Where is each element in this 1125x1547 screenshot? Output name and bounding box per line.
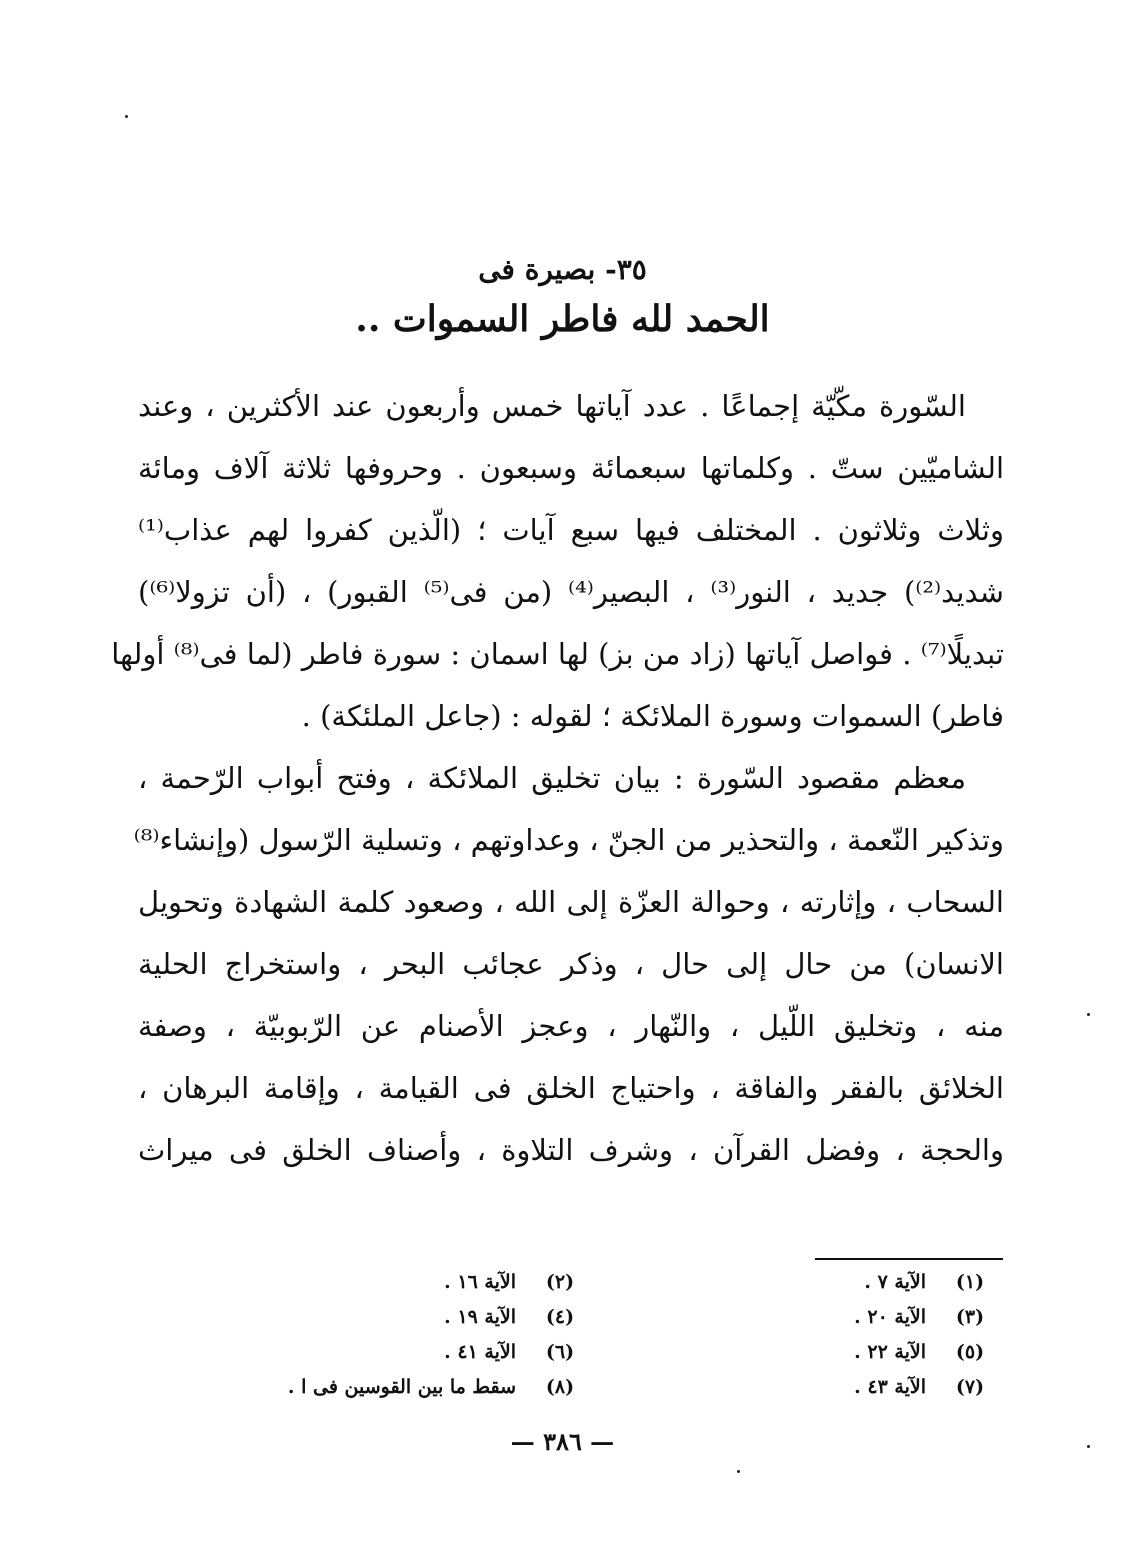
footnote-number: (١) [955,1271,985,1293]
footnotes [180,1265,1000,1405]
footnote [180,1300,590,1335]
footnote-row [180,1300,1000,1335]
footnote-text: الآية ٤١ . [444,1341,516,1363]
footnote-number: (٤) [545,1306,575,1328]
scan-speck [125,115,128,118]
body-line: الخلائق بالفقر والفاقة ، واحتياج الخلق فى القيامة ، وإقامة البرهان ، [138,1071,1004,1105]
body-line: السحاب ، وإثارته ، وحوالة العزّة إلى الله ، وصعود كلمة الشهادة وتحويل [138,885,1004,919]
body-line: تبديلًا⁽⁷⁾ . فواصل آياتها (زاد من بز) لها اسمان : سورة فاطر (لما فى⁽⁸⁾ أولها [111,637,1004,671]
footnote [180,1370,590,1405]
chapter-subject-title: الحمد لله فاطر السموات .. [355,298,770,340]
footnote-text: الآية ١٩ . [444,1306,516,1328]
body-line: والحجة ، وفضل القرآن ، وشرف التلاوة ، وأصناف الخلق فى ميراث [138,1133,1004,1167]
body-line: فاطر) السموات وسورة الملائكة ؛ لقوله : (جاعل الملئكة) . [301,699,1004,733]
scan-speck [1087,1013,1090,1016]
footnote-text: الآية ٢٠ . [854,1306,926,1328]
body-line: شديد⁽²⁾) جديد ، النور⁽³⁾ ، البصير⁽⁴⁾ (من فى⁽⁵⁾ القبور) ، (أن تزولا⁽⁶⁾) [138,575,1004,609]
footnote-text: الآية ٢٢ . [854,1341,926,1363]
footnote-number: (٧) [955,1376,985,1398]
chapter-heading [0,250,1125,346]
footnote-text: الآية ٤٣ . [854,1376,926,1398]
body-line: منه ، وتخليق اللّيل ، والنّهار ، وعجز الأصنام عن الرّبوبيّة ، وصفة [138,1009,1004,1043]
footnote-row [180,1265,1000,1300]
body-paragraphs [111,375,1004,1181]
footnote-row [180,1370,1000,1405]
footnote-text: سقط ما بين القوسين فى ا . [287,1376,516,1398]
body-line: معظم مقصود السّورة : بيان تخليق الملائكة ، وفتح أبواب الرّحمة ، [138,761,966,795]
footnote [590,1300,1000,1335]
footnote [590,1370,1000,1405]
footnote-text: الآية ١٦ . [444,1271,516,1293]
footnote [180,1335,590,1370]
body-line: وثلاث وثلاثون . المختلف فيها سبع آيات ؛ (الّذين كفروا لهم عذاب⁽¹⁾ [138,513,1004,547]
chapter-number-title: ٣٥- بصيرة فى [478,253,647,286]
footnote-number: (٨) [545,1376,575,1398]
page-number: — ٣٨٦ — [510,1427,615,1456]
footnote-divider [815,1258,1003,1260]
footnote [180,1265,590,1300]
scan-speck [1087,1445,1090,1448]
footnote-number: (٦) [545,1341,575,1363]
footnote [590,1265,1000,1300]
body-line: وتذكير النّعمة ، والتحذير من الجنّ ، وعداوتهم ، وتسلية الرّسول (وإنشاء⁽⁸⁾ [133,823,1004,857]
footnote-number: (٢) [545,1271,575,1293]
body-line: السّورة مكّيّة إجماعًا . عدد آياتها خمس وأربعون عند الأكثرين ، وعند [138,389,966,423]
body-line: الشاميّين ستّ . وكلماتها سبعمائة وسبعون . وحروفها ثلاثة آلاف ومائة [138,451,1004,485]
footnote-text: الآية ٧ . [864,1271,926,1293]
footnote [590,1335,1000,1370]
scan-speck [737,1470,740,1473]
body-line: الانسان) من حال إلى حال ، وذكر عجائب البحر ، واستخراج الحلية [138,947,1004,981]
footnote-number: (٥) [955,1341,985,1363]
footnote-row [180,1335,1000,1370]
footnote-number: (٣) [955,1306,985,1328]
